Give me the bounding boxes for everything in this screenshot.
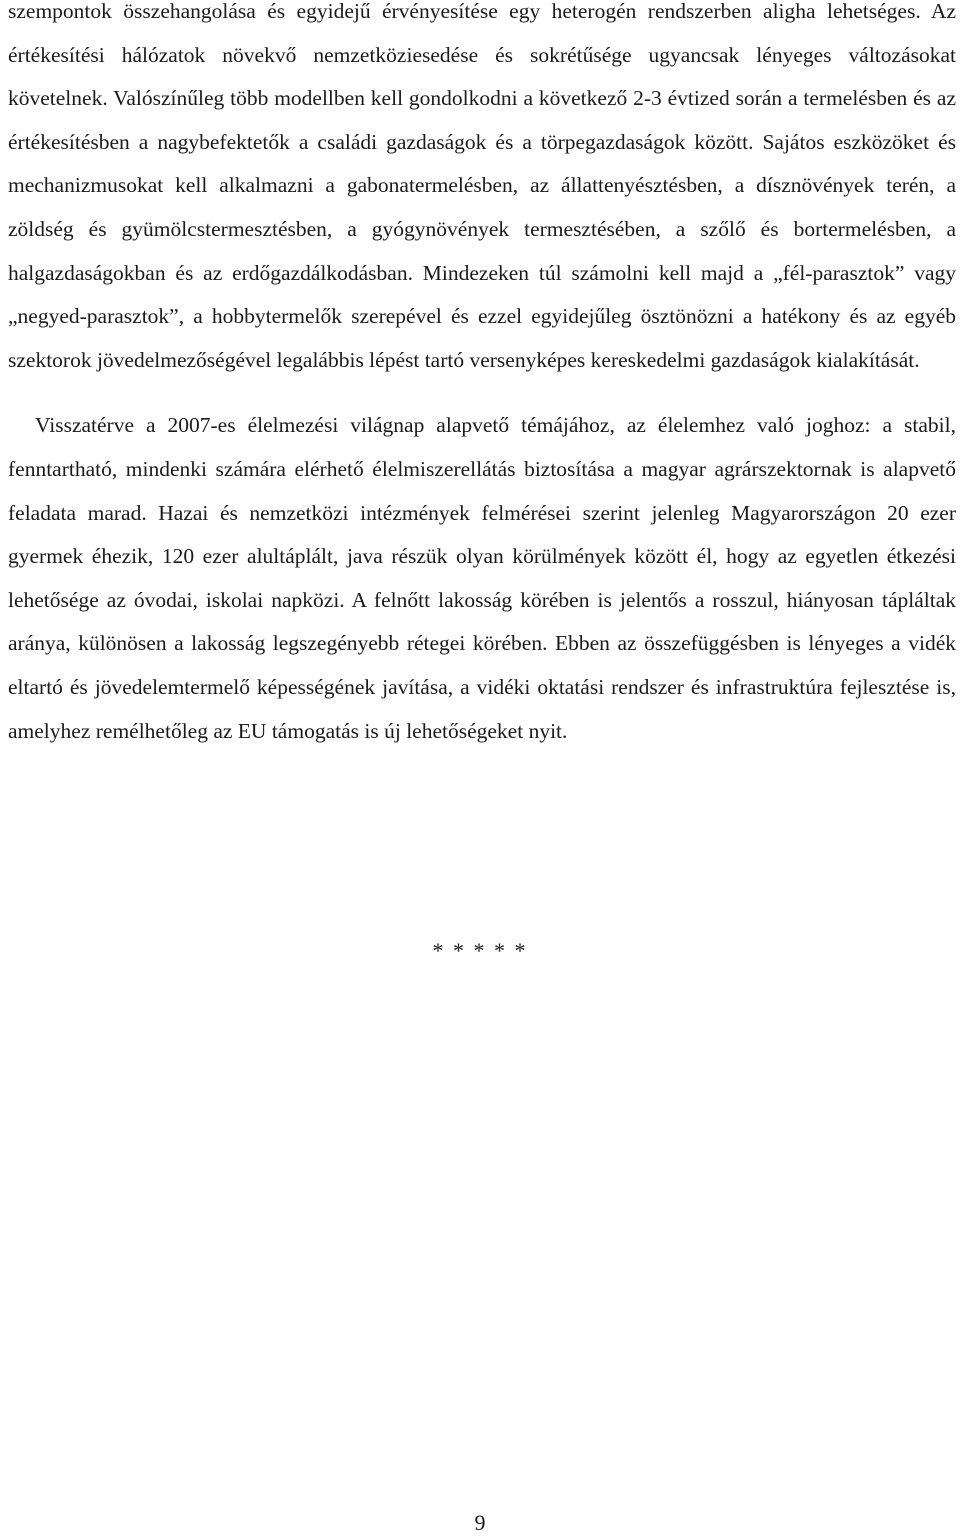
body-paragraph-2: Visszatérve a 2007-es élelmezési világnap alapvető témájához, az élelemhez való joghoz: a stabil, fenntartható, mindenki számára elérhető élelmiszerellátás biztosítása a magyar agrárszektornak is alapvető feladata marad. Hazai és nemzetközi intézmények felmérései szerint jelenleg Magyarországon 20 ezer gyermek éhezik, 120 ezer alultáplált, java részük olyan körülmények között él, hogy az egyetlen étkezési lehetősége az óvodai, iskolai napközi. A felnőtt lakosság körében is jelentős a rosszul, hiányosan tápláltak aránya, különösen a lakosság legszegényebb rétegei körében. Ebben az összefüggésben is lényeges a vidék eltartó és jövedelemtermelő képességének javítása, a vidéki oktatási rendszer és infrastruktúra fejlesztése is, amelyhez remélhetőleg az EU támogatás is új lehetőségeket nyit. — [8, 413, 956, 743]
body-paragraph-1: szempontok összehangolása és egyidejű érvényesítése egy heterogén rendszerben aligha lehetséges. Az értékesítési hálózatok növekvő nemzetköziesedése és sokrétűsége ugyancsak lényeges változásokat követelnek. Valószínűleg több modellben kell gondolkodni a következő 2-3 évtized során a termelésben és az értékesítésben a nagybefektetők a családi gazdaságok és a törpegazdaságok között. Sajátos eszközöket és mechanizmusokat kell alkalmazni a gabonatermelésben, az állattenyésztésben, a dísznövények terén, a zöldség és gyümölcstermesztésben, a gyógynövények termesztésében, a szőlő és bortermelésben, a halgazdaságokban és az erdőgazdálkodásban. Mindezeken túl számolni kell majd a „fél-parasztok” vagy „negyed-parasztok”, a hobbytermelők szerepével és ezzel egyidejűleg ösztönözni a hatékony és az egyéb szektorok jövedelmezőségével legalábbis lépést tartó versenyképes kereskedelmi gazdaságok kialakítását. — [8, 0, 956, 372]
page-number: 9 — [474, 1510, 486, 1535]
section-separator: * * * * * — [432, 938, 528, 963]
document-page — [8, 0, 956, 753]
